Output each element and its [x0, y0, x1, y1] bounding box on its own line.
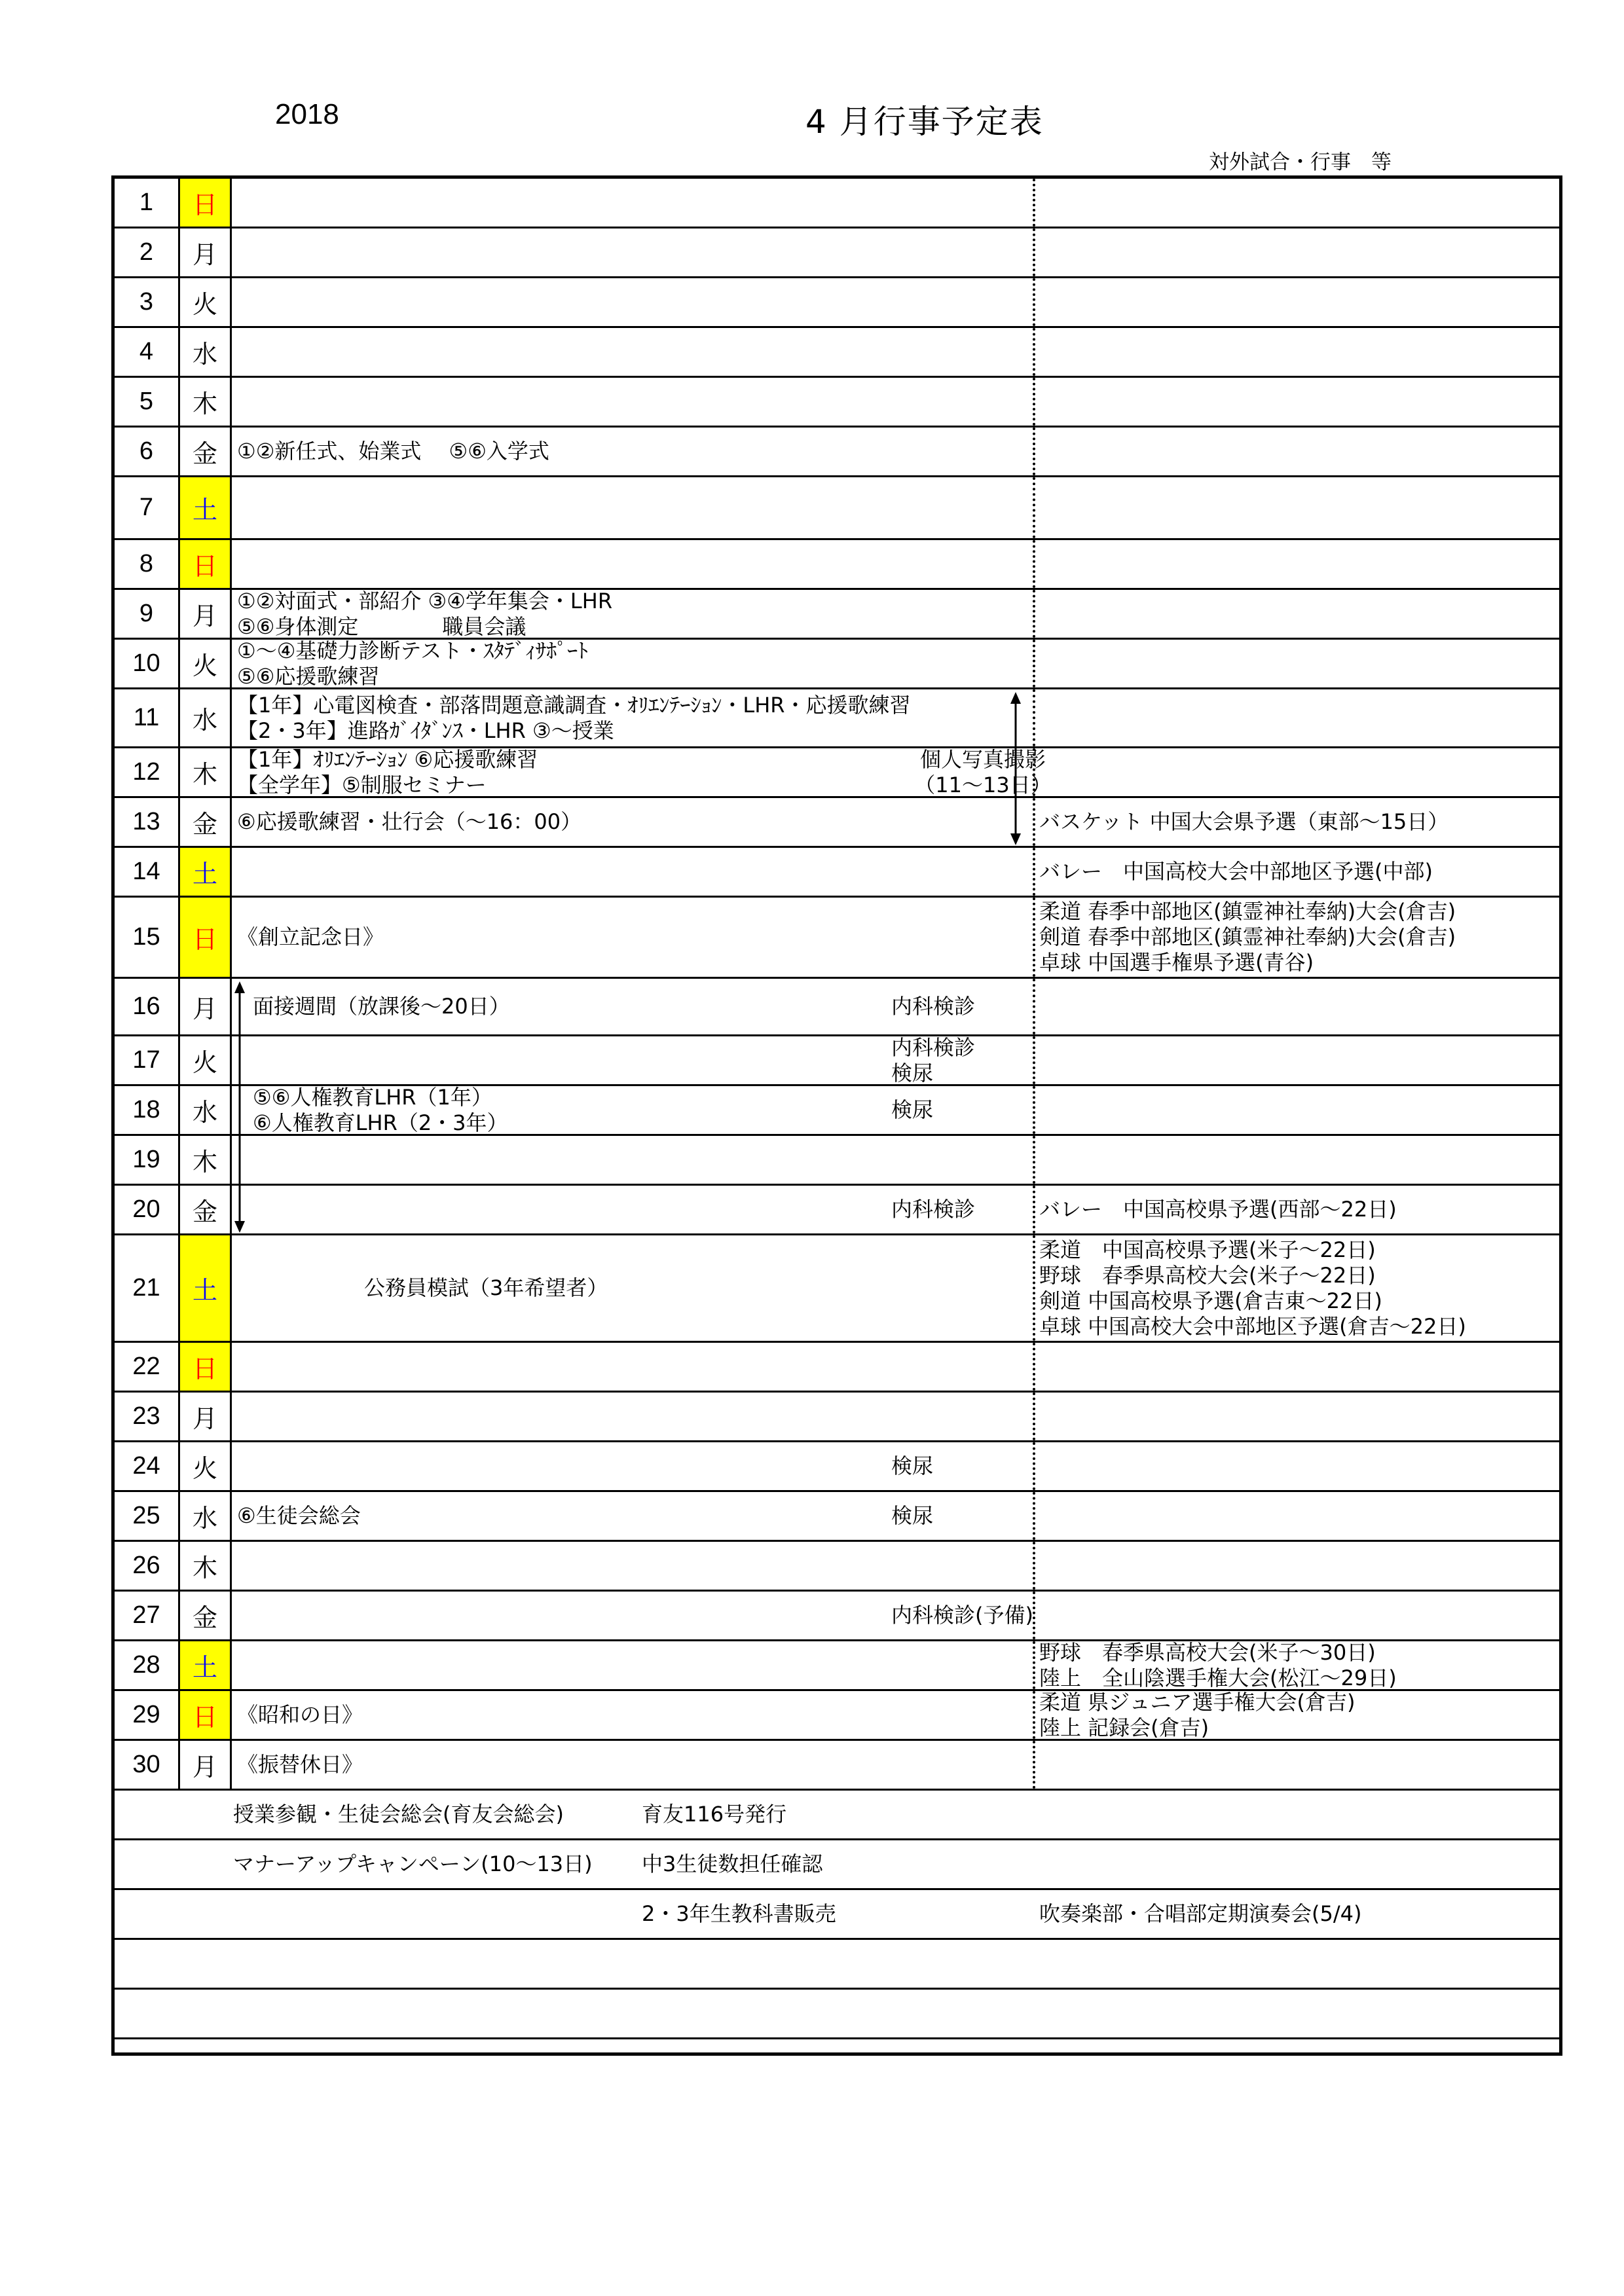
- footer-note: [233, 1840, 593, 1888]
- school-event-lines: [364, 1235, 608, 1341]
- checkup-text: 内科検診: [891, 1197, 976, 1222]
- checkup-lines: [891, 1492, 933, 1540]
- event-text: ⑤⑥身体測定 職員会議: [237, 613, 526, 639]
- day-row: [115, 798, 1559, 848]
- day-number: 28: [115, 1641, 180, 1689]
- day-of-week: 水: [180, 1086, 232, 1134]
- event-text: 《昭和の日》: [237, 1702, 363, 1727]
- day-number: 26: [115, 1542, 180, 1590]
- event-text: ⑥人権教育LHR（2・3年）: [253, 1110, 508, 1135]
- footer-note: [642, 1791, 786, 1838]
- school-event-cell: [233, 689, 1035, 746]
- day-number: 14: [115, 848, 180, 896]
- checkup-lines: [891, 1592, 1033, 1639]
- day-number: 5: [115, 378, 180, 426]
- day-of-week: 水: [180, 1492, 232, 1540]
- school-event-cell: [233, 1235, 1035, 1341]
- external-event-cell: [1035, 1086, 1559, 1134]
- day-row: [115, 1343, 1559, 1393]
- external-event-text: 柔道 県ジュニア選手権大会(倉吉): [1039, 1689, 1356, 1715]
- school-event-cell: [233, 848, 1035, 896]
- school-event-cell: [233, 640, 1035, 687]
- day-row: [115, 1186, 1559, 1235]
- checkup-lines: [891, 1036, 975, 1084]
- school-event-cell: [233, 1542, 1035, 1590]
- school-event-cell: [233, 1136, 1035, 1184]
- day-row: [115, 848, 1559, 898]
- school-event-lines: [237, 640, 588, 687]
- external-event-cell: [1035, 1741, 1559, 1789]
- event-text: 【全学年】⑤制服セミナー: [237, 772, 487, 797]
- day-of-week: 土: [180, 1235, 232, 1341]
- day-number: 7: [115, 477, 180, 538]
- checkup-text: （11～13日）: [914, 772, 1052, 797]
- external-event-cell: [1035, 689, 1559, 746]
- school-event-cell: [233, 1741, 1035, 1789]
- checkup-text: 内科検診: [891, 1034, 976, 1060]
- school-event-lines: [237, 898, 384, 977]
- day-number: 4: [115, 328, 180, 376]
- event-text: ①②新任式、始業式 ⑤⑥入学式: [237, 439, 549, 464]
- checkup-text: 個人写真撮影: [919, 746, 1046, 772]
- external-event-cell: [1035, 1641, 1559, 1689]
- day-of-week: 木: [180, 1542, 232, 1590]
- day-row: [115, 540, 1559, 590]
- day-row: [115, 748, 1559, 798]
- external-event-cell: [1035, 748, 1559, 796]
- external-event-lines: [1039, 898, 1456, 977]
- checkup-text: 検尿: [891, 1453, 934, 1478]
- checkup-lines: [914, 748, 1051, 796]
- checkup-text: 内科検診(予備): [891, 1603, 1033, 1628]
- school-event-cell: [233, 540, 1035, 588]
- day-number: 19: [115, 1136, 180, 1184]
- day-number: 16: [115, 979, 180, 1034]
- day-number: 3: [115, 278, 180, 326]
- day-number: 27: [115, 1592, 180, 1639]
- day-row: [115, 278, 1559, 328]
- day-row: [115, 689, 1559, 748]
- day-number: 1: [115, 179, 180, 227]
- day-number: 10: [115, 640, 180, 687]
- external-event-text: バレー 中国高校県予選(西部～22日): [1039, 1197, 1397, 1222]
- day-of-week: 月: [180, 1741, 232, 1789]
- external-event-lines: [1039, 848, 1433, 896]
- day-of-week: 木: [180, 378, 232, 426]
- external-event-text: バレー 中国高校大会中部地区予選(中部): [1039, 859, 1433, 884]
- footer-note: [1039, 1890, 1361, 1938]
- school-event-cell: [233, 328, 1035, 376]
- day-of-week: 月: [180, 1393, 232, 1440]
- day-of-week: 日: [180, 898, 232, 977]
- footer-note: [642, 1890, 836, 1938]
- day-number: 30: [115, 1741, 180, 1789]
- school-event-lines: [237, 748, 538, 796]
- event-text: 【1年】ｵﾘｴﾝﾃｰｼｮﾝ ⑥応援歌練習: [237, 746, 538, 772]
- external-event-cell: [1035, 428, 1559, 475]
- external-event-lines: [1039, 1235, 1466, 1341]
- school-event-cell: [233, 1393, 1035, 1440]
- day-of-week: 日: [180, 1343, 232, 1391]
- day-row: [115, 477, 1559, 540]
- day-of-week: 木: [180, 748, 232, 796]
- day-row: [115, 328, 1559, 378]
- checkup-text: 検尿: [891, 1097, 934, 1122]
- external-event-text: 陸上 全山陰選手権大会(松江～29日): [1039, 1665, 1397, 1690]
- external-event-cell: [1035, 590, 1559, 638]
- external-event-cell: [1035, 378, 1559, 426]
- day-row: [115, 1641, 1559, 1691]
- event-text: 《創立記念日》: [237, 924, 384, 949]
- day-number: 24: [115, 1442, 180, 1490]
- school-event-cell: [233, 798, 1035, 846]
- school-event-cell: [233, 1641, 1035, 1689]
- school-event-cell: [233, 979, 1035, 1034]
- interview-period-arrow: [230, 981, 249, 1233]
- day-number: 6: [115, 428, 180, 475]
- day-of-week: 金: [180, 1592, 232, 1639]
- day-number: 9: [115, 590, 180, 638]
- day-row: [115, 179, 1559, 228]
- school-event-cell: [233, 1036, 1035, 1084]
- day-number: 15: [115, 898, 180, 977]
- day-row: [115, 590, 1559, 640]
- day-number: 25: [115, 1492, 180, 1540]
- external-event-text: 卓球 中国選手権県予選(青谷): [1039, 950, 1314, 975]
- external-event-cell: [1035, 540, 1559, 588]
- event-text: ⑥生徒会総会: [237, 1503, 361, 1528]
- footer-text: 吹奏楽部・合唱部定期演奏会(5/4): [1039, 1901, 1362, 1926]
- external-event-text: 剣道 中国高校県予選(倉吉東～22日): [1039, 1288, 1382, 1313]
- footer-note: [642, 1840, 822, 1888]
- school-event-lines: [237, 590, 612, 638]
- day-number: 2: [115, 228, 180, 276]
- photo-period-arrow: [1006, 692, 1025, 845]
- school-event-cell: [233, 428, 1035, 475]
- external-event-cell: [1035, 1442, 1559, 1490]
- checkup-text: 内科検診: [891, 994, 976, 1019]
- day-row: [115, 1235, 1559, 1343]
- external-event-cell: [1035, 228, 1559, 276]
- external-event-cell: [1035, 278, 1559, 326]
- day-row: [115, 1492, 1559, 1542]
- day-number: 13: [115, 798, 180, 846]
- event-text: ⑤⑥応援歌練習: [237, 663, 380, 689]
- day-number: 12: [115, 748, 180, 796]
- day-row: [115, 898, 1559, 979]
- school-event-cell: [233, 228, 1035, 276]
- day-row: [115, 228, 1559, 278]
- day-number: 21: [115, 1235, 180, 1341]
- footer-text: 中3生徒数担任確認: [642, 1851, 823, 1876]
- school-event-lines: [237, 689, 911, 746]
- event-text: 《振替休日》: [237, 1752, 363, 1777]
- external-event-text: 卓球 中国高校大会中部地区予選(倉吉～22日): [1039, 1313, 1466, 1339]
- footer-text: 授業参観・生徒会総会(育友会総会): [233, 1802, 564, 1827]
- event-text: 【1年】心電図検査・部落問題意識調査・ｵﾘｴﾝﾃｰｼｮﾝ・LHR・応援歌練習: [237, 692, 911, 718]
- day-of-week: 水: [180, 328, 232, 376]
- external-event-cell: [1035, 898, 1559, 977]
- day-number: 22: [115, 1343, 180, 1391]
- school-event-lines: [237, 1741, 363, 1789]
- day-row: [115, 640, 1559, 689]
- school-event-lines: [253, 1086, 508, 1134]
- footer-row: [115, 1840, 1559, 1890]
- external-event-cell: [1035, 1492, 1559, 1540]
- checkup-lines: [891, 1186, 975, 1233]
- event-text: 面接週間（放課後～20日）: [253, 994, 510, 1019]
- day-of-week: 火: [180, 1036, 232, 1084]
- day-number: 20: [115, 1186, 180, 1233]
- footer-row: [115, 1890, 1559, 1940]
- external-event-cell: [1035, 328, 1559, 376]
- day-of-week: 土: [180, 848, 232, 896]
- external-event-cell: [1035, 1691, 1559, 1739]
- checkup-text: 検尿: [891, 1060, 934, 1085]
- day-row: [115, 428, 1559, 477]
- school-event-cell: [233, 1592, 1035, 1639]
- event-text: ①②対面式・部紹介 ③④学年集会・LHR: [237, 588, 613, 613]
- footer-text: 2・3年生教科書販売: [642, 1901, 836, 1926]
- event-text: 公務員模試（3年希望者）: [364, 1275, 608, 1300]
- school-event-cell: [233, 477, 1035, 538]
- day-of-week: 日: [180, 179, 232, 227]
- footer-note: [233, 1791, 564, 1838]
- school-event-cell: [233, 179, 1035, 227]
- school-event-cell: [233, 898, 1035, 977]
- external-event-text: 野球 春季県高校大会(米子～30日): [1039, 1639, 1376, 1665]
- day-of-week: 土: [180, 1641, 232, 1689]
- external-event-cell: [1035, 1343, 1559, 1391]
- day-of-week: 金: [180, 1186, 232, 1233]
- footer-row: [115, 1940, 1559, 1990]
- school-event-cell: [233, 1343, 1035, 1391]
- day-of-week: 月: [180, 979, 232, 1034]
- day-number: 18: [115, 1086, 180, 1134]
- day-of-week: 土: [180, 477, 232, 538]
- external-event-text: バスケット 中国大会県予選（東部～15日）: [1039, 809, 1449, 834]
- school-event-cell: [233, 278, 1035, 326]
- school-event-lines: [237, 1691, 363, 1739]
- school-event-cell: [233, 590, 1035, 638]
- footer-row: [115, 1990, 1559, 2039]
- external-event-lines: [1039, 1691, 1356, 1739]
- footer-row: [115, 1791, 1559, 1840]
- school-event-lines: [253, 979, 510, 1034]
- day-number: 8: [115, 540, 180, 588]
- external-event-text: 陸上 記録会(倉吉): [1039, 1715, 1209, 1740]
- column-caption: 対外試合・行事 等: [1209, 151, 1392, 174]
- day-of-week: 水: [180, 689, 232, 746]
- school-event-lines: [237, 1492, 361, 1540]
- event-text: ①～④基礎力診断テスト・ｽﾀﾃﾞｨｻﾎﾟｰﾄ: [237, 638, 589, 663]
- day-of-week: 月: [180, 590, 232, 638]
- external-event-cell: [1035, 1592, 1559, 1639]
- school-event-cell: [233, 1691, 1035, 1739]
- external-event-cell: [1035, 1036, 1559, 1084]
- day-row: [115, 1442, 1559, 1492]
- schedule-table: [111, 175, 1562, 2056]
- school-event-cell: [233, 1086, 1035, 1134]
- school-event-lines: [237, 798, 581, 846]
- school-event-cell: [233, 378, 1035, 426]
- external-event-cell: [1035, 1393, 1559, 1440]
- day-row: [115, 1741, 1559, 1791]
- external-event-lines: [1039, 1641, 1397, 1689]
- external-event-text: 柔道 中国高校県予選(米子～22日): [1039, 1237, 1376, 1262]
- external-event-lines: [1039, 1186, 1397, 1233]
- external-event-cell: [1035, 179, 1559, 227]
- day-of-week: 火: [180, 278, 232, 326]
- day-row: [115, 1592, 1559, 1641]
- checkup-text: 検尿: [891, 1503, 934, 1528]
- external-event-cell: [1035, 1235, 1559, 1341]
- day-of-week: 火: [180, 640, 232, 687]
- day-of-week: 金: [180, 428, 232, 475]
- school-event-lines: [237, 428, 549, 475]
- day-row: [115, 1136, 1559, 1186]
- day-number: 23: [115, 1393, 180, 1440]
- day-row: [115, 1086, 1559, 1136]
- external-event-cell: [1035, 798, 1559, 846]
- day-of-week: 日: [180, 540, 232, 588]
- checkup-lines: [891, 979, 975, 1034]
- day-number: 11: [115, 689, 180, 746]
- year: 2018: [275, 98, 339, 130]
- external-event-cell: [1035, 1186, 1559, 1233]
- day-row: [115, 1542, 1559, 1592]
- external-event-cell: [1035, 848, 1559, 896]
- day-of-week: 月: [180, 228, 232, 276]
- day-row: [115, 1393, 1559, 1442]
- external-event-lines: [1039, 798, 1449, 846]
- event-text: ⑥応援歌練習・壮行会（～16：00）: [237, 809, 582, 834]
- day-row: [115, 979, 1559, 1036]
- external-event-text: 柔道 春季中部地区(鎮霊神社奉納)大会(倉吉): [1039, 899, 1456, 924]
- school-event-cell: [233, 746, 1052, 797]
- external-event-cell: [1035, 1136, 1559, 1184]
- school-event-cell: [233, 1186, 1035, 1233]
- external-event-text: 剣道 春季中部地区(鎮霊神社奉納)大会(倉吉): [1039, 924, 1456, 949]
- page-title: 4 月行事予定表: [805, 103, 1044, 141]
- external-event-cell: [1035, 640, 1559, 687]
- school-event-cell: [233, 1442, 1035, 1490]
- event-text: ⑤⑥人権教育LHR（1年）: [253, 1084, 492, 1110]
- event-text: 【2・3年】進路ｶﾞｲﾀﾞﾝｽ・LHR ③～授業: [237, 718, 614, 743]
- day-of-week: 金: [180, 798, 232, 846]
- school-event-cell: [233, 1492, 1035, 1540]
- checkup-lines: [891, 1086, 933, 1134]
- external-event-cell: [1035, 1542, 1559, 1590]
- day-row: [115, 378, 1559, 428]
- day-row: [115, 1691, 1559, 1741]
- external-event-text: 野球 春季県高校大会(米子～22日): [1039, 1262, 1376, 1288]
- footer-text: マナーアップキャンペーン(10～13日): [233, 1851, 593, 1876]
- day-of-week: 木: [180, 1136, 232, 1184]
- external-event-cell: [1035, 979, 1559, 1034]
- checkup-lines: [891, 1442, 933, 1490]
- day-number: 17: [115, 1036, 180, 1084]
- day-of-week: 日: [180, 1691, 232, 1739]
- day-of-week: 火: [180, 1442, 232, 1490]
- footer-text: 育友116号発行: [642, 1802, 787, 1827]
- day-number: 29: [115, 1691, 180, 1739]
- external-event-cell: [1035, 477, 1559, 538]
- day-row: [115, 1036, 1559, 1086]
